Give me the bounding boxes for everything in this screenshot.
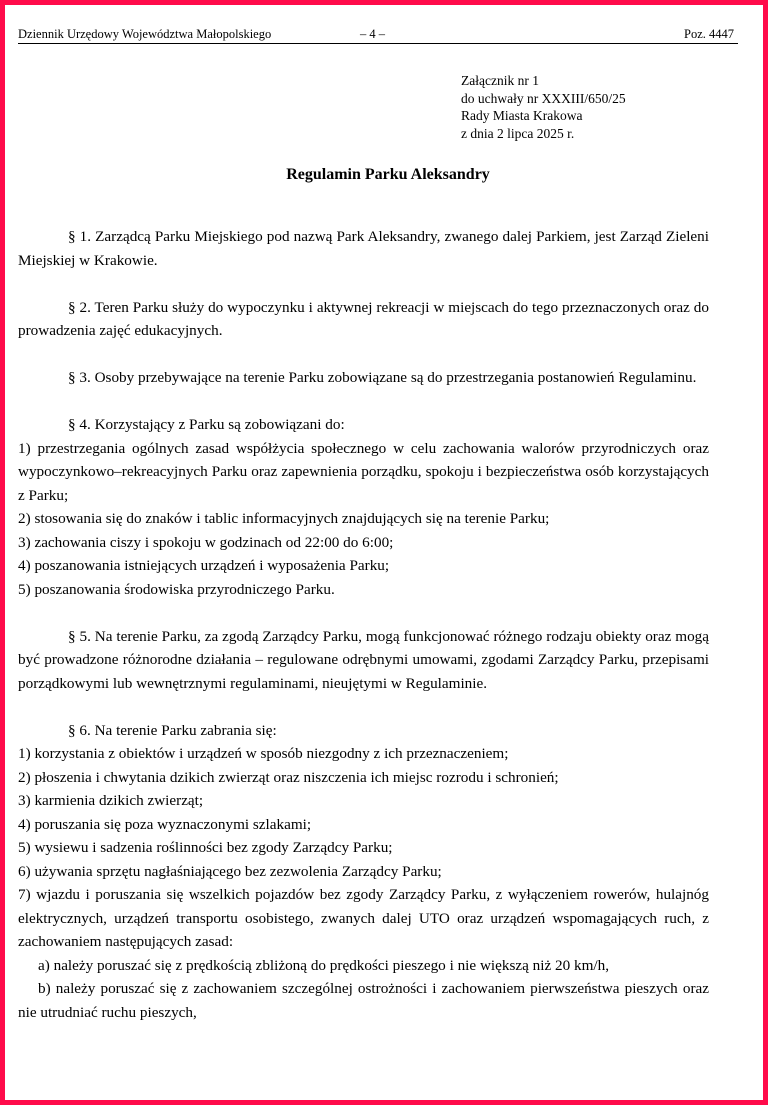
annex-line: Załącznik nr 1 <box>461 73 539 88</box>
sub-item: a) należy poruszać się z prędkością zbliżoną do prędkości pieszego i nie większą niż 20 km/h, <box>38 956 610 974</box>
section-lead: § 5. Na terenie Parku, za zgodą Zarządcy Parku, mogą funkcjonować różnego rodzaju obiekty oraz mogą być prowadzone różnorodne działania – regulowane odrębnymi umowami, zgodami Zarządcy Parku, przepisami porządkowymi lub wewnętrznymi regulaminami, nieujętymi w Regulaminie. <box>18 627 709 692</box>
document-title: Regulamin Parku Aleksandry <box>286 166 490 183</box>
section-lead: § 3. Osoby przebywające na terenie Parku zobowiązane są do przestrzegania postanowień Regulaminu. <box>68 369 697 386</box>
section-6 <box>18 719 709 1025</box>
list-item: 6) używania sprzętu nagłaśniającego bez zezwolenia Zarządcy Parku; <box>18 862 442 880</box>
sub-item: b) należy poruszać się z zachowaniem szczególnej ostrożności i zachowaniem pierwszeństwa pieszych oraz nie utrudniać ruchu pieszych, <box>18 980 709 1021</box>
page-header <box>18 25 738 44</box>
list-item: 3) zachowania ciszy i spokoju w godzinach od 22:00 do 6:00; <box>18 533 394 551</box>
list-item: 2) płoszenia i chwytania dzikich zwierząt oraz niszczenia ich miejsc rozrodu i schronień; <box>18 768 559 786</box>
list-item: 5) wysiewu i sadzenia roślinności bez zgody Zarządcy Parku; <box>18 839 393 856</box>
section-lead: § 6. Na terenie Parku zabrania się: <box>68 721 277 739</box>
annex-block <box>461 72 626 142</box>
section-4 <box>18 413 709 601</box>
section-lead: § 2. Teren Parku służy do wypoczynku i aktywnej rekreacji w miejscach do tego przeznaczonych oraz do prowadzenia zajęć edukacyjnych. <box>18 298 709 339</box>
section-lead: § 4. Korzystający z Parku są zobowiązani do: <box>68 416 345 433</box>
list-item: 1) przestrzegania ogólnych zasad współżycia społecznego w celu zachowania walorów przyrodniczych oraz wypoczynkowo–rekreacyjnych Parku oraz zapewnienia porządku, spokoju i bezpieczeństwa osób korzystających z Parku; <box>18 439 709 504</box>
list-item: 5) poszanowania środowiska przyrodniczego Parku. <box>18 580 335 598</box>
document-body <box>18 225 709 1048</box>
list-item: 2) stosowania się do znaków i tablic informacyjnych znajdujących się na terenie Parku; <box>18 510 550 527</box>
section-3 <box>18 366 709 390</box>
section-5 <box>18 625 709 696</box>
list-item: 4) poszanowania istniejących urządzeń i wyposażenia Parku; <box>18 557 390 574</box>
list-item: 4) poruszania się poza wyznaczonymi szlakami; <box>18 815 312 833</box>
section-2 <box>18 296 709 343</box>
list-item: 1) korzystania z obiektów i urządzeń w sposób niezgodny z ich przeznaczeniem; <box>18 745 509 762</box>
annex-line: z dnia 2 lipca 2025 r. <box>461 125 575 141</box>
position-number: Poz. 4447 <box>684 27 734 41</box>
section-1 <box>18 225 709 272</box>
page-number: – 4 – <box>360 27 385 41</box>
list-item: 7) wjazdu i poruszania się wszelkich pojazdów bez zgody Zarządcy Parku, z wyłączeniem rowerów, hulajnóg elektrycznych, urządzeń transportu osobistego, zwanych dalej UTO oraz urządzeń wspomagających ruch, z zachowaniem następujących zasad: <box>18 886 709 950</box>
journal-name: Dziennik Urzędowy Województwa Małopolskiego <box>18 27 272 41</box>
section-lead: § 1. Zarządcą Parku Miejskiego pod nazwą Park Aleksandry, zwanego dalej Parkiem, jest Zarząd Zieleni Miejskiej w Krakowie. <box>18 228 709 269</box>
annex-line: Rady Miasta Krakowa <box>461 108 583 123</box>
list-item: 3) karmienia dzikich zwierząt; <box>18 792 204 809</box>
annex-line: do uchwały nr XXXIII/650/25 <box>461 90 626 106</box>
